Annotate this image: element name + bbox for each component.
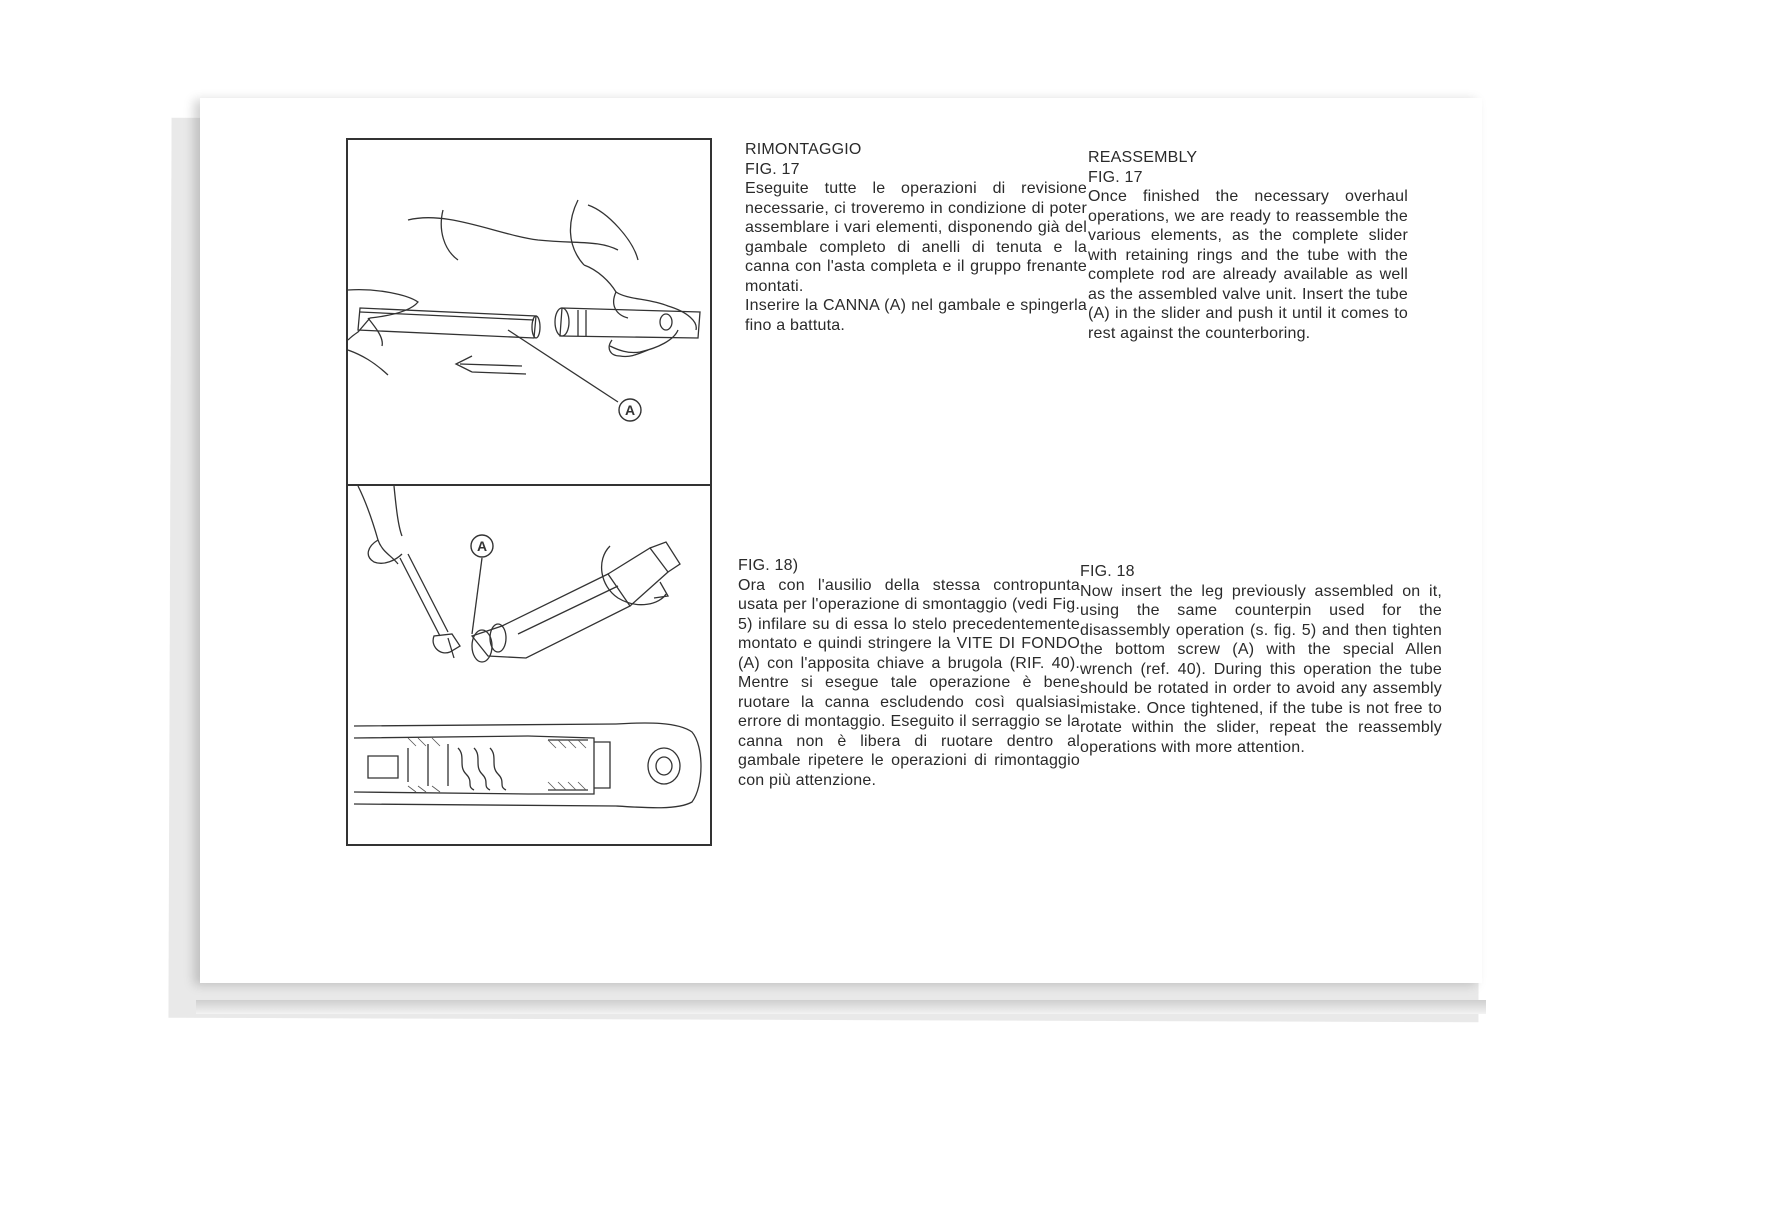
bottom-screw-drawing xyxy=(348,486,710,844)
fig17-it-heading: RIMONTAGGIO xyxy=(745,141,862,158)
fig17-english-text xyxy=(1088,148,1482,343)
page-edge xyxy=(196,1000,1486,1014)
fig17-en-fig-label: FIG. 17 xyxy=(1088,168,1143,186)
figure-18-callout: A xyxy=(476,538,488,554)
fig18-it-paragraph-1: Ora con l'ausilio della stessa contropunta usata per l'operazione di smontaggio (vedi Fig. 5) infilare su di essa lo stelo precedentemente montato e quindi stringere la VITE DI FONDO (A) con l'apposita chiave a brugola (RIF. 40). Mentre si esegue tale operazione è bene ruotare la canna escludendo così qualsiasi errore di montaggio. Eseguito il serraggio se la canna non è libera di ruotare dentro al gambale ripetere le operazioni di rimontaggio con più attenzione. xyxy=(738,576,1080,789)
fig17-italian-text xyxy=(745,140,1087,335)
figure-17-illustration xyxy=(346,138,712,502)
fig17-it-paragraph-1: Eseguite tutte le operazioni di revisione necessarie, ci troveremo in condizione di poter assemblare i vari elementi, disponendo già del gambale completo di anelli di tenuta e la canna con l'asta completa e il gruppo frenante montati. xyxy=(745,180,1087,295)
tube-insertion-drawing xyxy=(348,140,710,500)
fig18-english-text xyxy=(1080,562,1442,757)
fig18-en-fig-label: FIG. 18 xyxy=(1080,563,1135,580)
fig17-it-paragraph-2: Inserire la CANNA (A) nel gambale e spingerla fino a battuta. xyxy=(745,297,1087,334)
fig18-italian-text xyxy=(738,556,1080,790)
fig18-en-paragraph-1: Now insert the leg previously assembled on it, using the same counterpin used for the disassembly operation (s. fig. 5) and then tighten the bottom screw (A) with the special Allen wrench (ref. 40). During this operation the tube should be rotated in order to avoid any assembly mistake. Once tightened, if the tube is not free to rotate within the slider, repeat the reassembly operations with more attention. xyxy=(1080,582,1442,756)
fig17-en-paragraph-1: Once finished the necessary overhaul operations, we are ready to reassemble the various elements, as the complete slider with retaining rings and the tube with the complete rod are already available as well as the assembled valve unit. Insert the tube (A) in the slider and push it until it comes to rest against the counterboring. xyxy=(1088,188,1408,342)
figure-18-illustration xyxy=(346,484,712,846)
figure-17-callout: A xyxy=(624,402,636,418)
fig17-en-heading: REASSEMBLY xyxy=(1088,149,1198,166)
manual-page xyxy=(200,98,1482,983)
fig18-it-fig-label: FIG. 18) xyxy=(738,557,799,574)
fig17-it-fig-label: FIG. 17 xyxy=(745,160,800,178)
